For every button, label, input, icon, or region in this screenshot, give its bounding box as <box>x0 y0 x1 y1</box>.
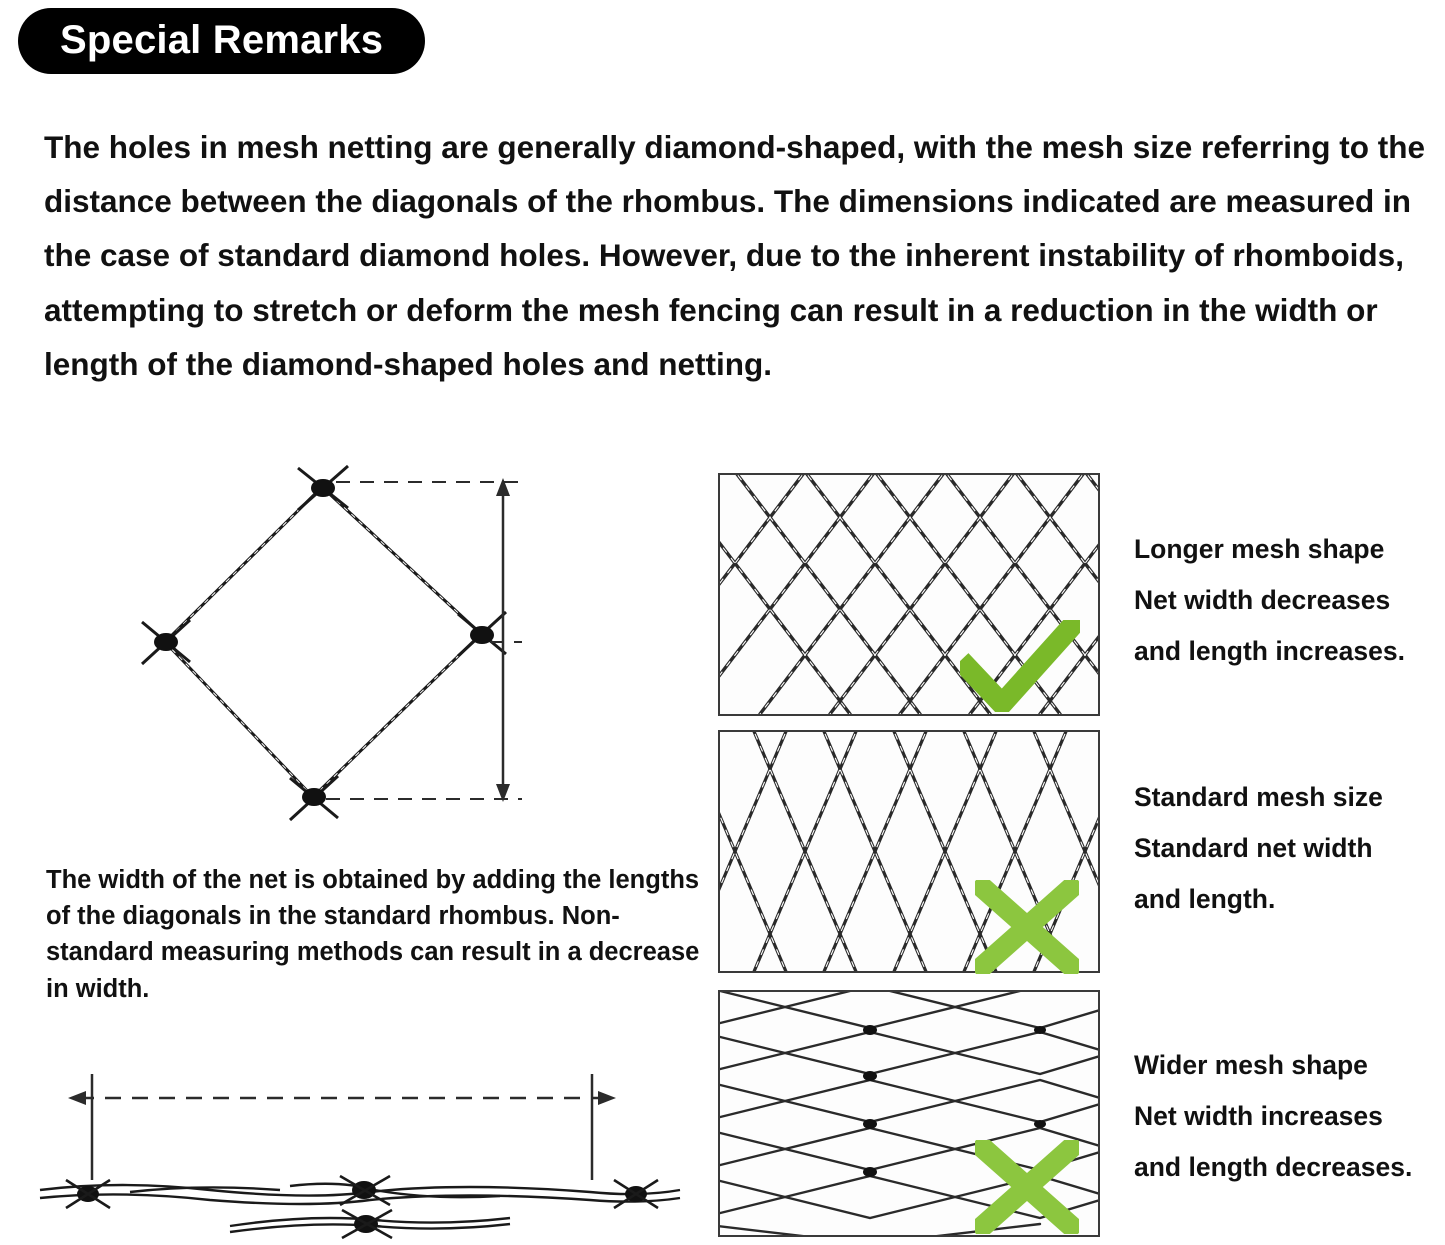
caption-wider-mesh <box>1134 1040 1444 1193</box>
diamond-hole-diagram <box>60 452 680 842</box>
caption-line: and length. <box>1134 883 1276 914</box>
caption-line: and length increases. <box>1134 635 1405 666</box>
caption-line: and length decreases. <box>1134 1151 1413 1182</box>
caption-line: Wider mesh shape <box>1134 1050 1368 1080</box>
caption-line: Net width increases <box>1134 1100 1383 1131</box>
intro-paragraph: The holes in mesh netting are generally diamond-shaped, with the mesh size referring to the distance between the diagonals of the rhombus. The dimensions indicated are measured in the case of standard diamond holes. However, due to the inherent instability of rhomboids, attempting to stretch or deform the mesh fencing can result in a reduction in the width or length of the diamond-shaped holes and netting. <box>44 129 1426 382</box>
caption-line: Standard net width <box>1134 832 1373 863</box>
panel-standard-mesh-photo <box>718 730 1100 973</box>
net-width-measure-diagram <box>30 1040 700 1240</box>
page-title-badge: Special Remarks <box>18 8 425 74</box>
caption-line: Longer mesh shape <box>1134 534 1385 564</box>
caption-line: Net width decreases <box>1134 584 1391 615</box>
caption-standard-mesh <box>1134 772 1444 925</box>
caption-longer-mesh <box>1134 524 1444 677</box>
panel-wider-mesh-photo <box>718 990 1100 1237</box>
caption-line: Standard mesh size <box>1134 782 1383 812</box>
panel-longer-mesh-photo <box>718 473 1100 716</box>
net-width-caption: The width of the net is obtained by adding the lengths of the diagonals in the standard rhombus. Non-standard measuring methods can result in a decrease in width. <box>46 866 700 1003</box>
